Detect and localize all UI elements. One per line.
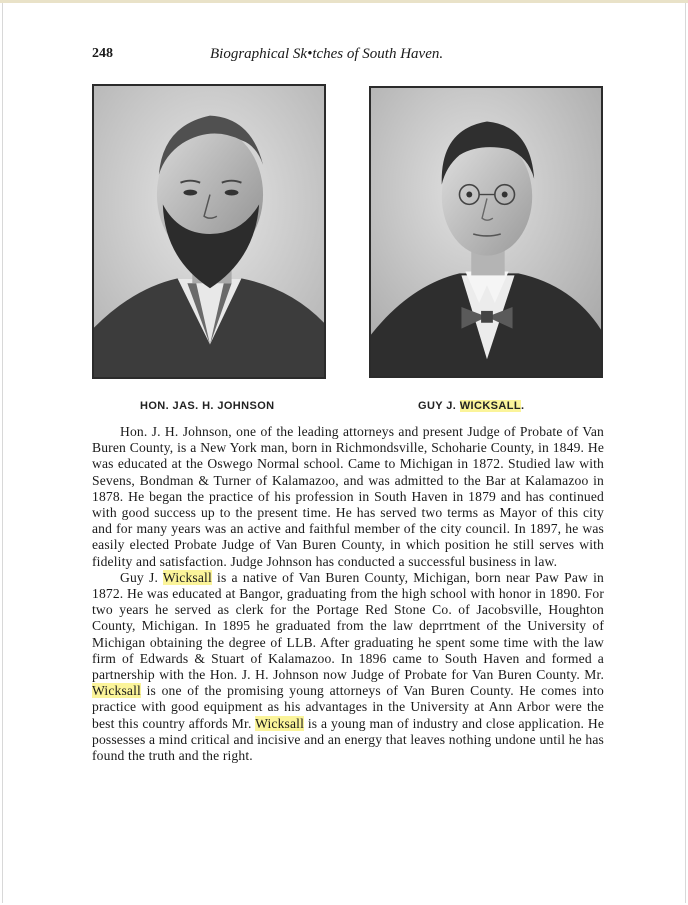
paragraph-text: is a young man of industry and close application. He possesses a mind critical and incisive and an energy that leaves nothing undone until he has found the truth and the right. (92, 715, 605, 764)
search-highlight: Wicksall (92, 683, 141, 699)
portrait-johnson (92, 84, 326, 379)
paragraph-text: is one of the promising young attorneys of Van Buren County. He comes into practice with good equipment as his advantages in the University at Ann Arbor were the best this country affords Mr. (92, 683, 604, 731)
biography-paragraph (92, 424, 604, 570)
running-title: Biographical Sk•tches of South Haven. (210, 46, 444, 62)
page-number: 248 (92, 46, 113, 61)
biography-text (92, 424, 604, 764)
search-highlight: Wicksall (162, 569, 212, 585)
paragraph-text: Hon. J. H. Johnson, one of the leading attorneys and present Judge of Probate of Van Buren County, is a New York man, born in Richmondsville, Schoharie County, in 1849. He was educated at the Oswego Normal ѕchool. Came to Michigan in 1872. Studied law with Sevens, Bondman & Turner of Kalamazoo, and was admitted to the Bar at Kalamazoo in 1878. He began the practice of his profession in South Haven in 1879 and has continued with good success up to the present time. He has served two terms as Mayor of this city and for many years was an active and faithful member of the city council. In 1897, he was easily elected Probate Judge of Van Buren County, in which position he still serves with fidelity and satisfaction. Judge Johnson has conducted a successful business in law. (92, 424, 604, 569)
portrait-johnson-image (94, 86, 324, 377)
biography-paragraph (92, 570, 604, 764)
paragraph-text: Guy J. (120, 569, 163, 585)
portrait-wicksall-image (371, 88, 601, 376)
search-highlight: Wicksall (255, 715, 305, 731)
page-header (92, 46, 604, 66)
caption-wicksall-suffix: . (520, 400, 525, 412)
caption-wicksall (418, 400, 524, 412)
caption-wicksall-prefix: GUY J. (418, 400, 460, 412)
caption-wicksall-highlight: WICKSALL (459, 400, 521, 412)
portrait-wicksall (369, 86, 603, 378)
paragraph-text: is a native of Van Buren County, Michigan, born near Paw Paw in 1872. He was educated at Bangor, graduating from the high school with honor in 1890. For two years he served as clerk for the Portage Red Stone Co. of Jacobsville, Houghton County, Michigan. In 1895 he graduated from the law deprrtment of the University of Michigan obtaining the degree of LLB. After graduating he spent some time with the law firm of Edwards & Stuart of Kalamazoo. In 1896 came to South Haven and formed a partnership with the Hon. J. H. Johnson now Judge of Probate for Van Buren County. Mr. (92, 569, 604, 683)
caption-johnson: HON. JAS. H. JOHNSON (140, 400, 275, 412)
